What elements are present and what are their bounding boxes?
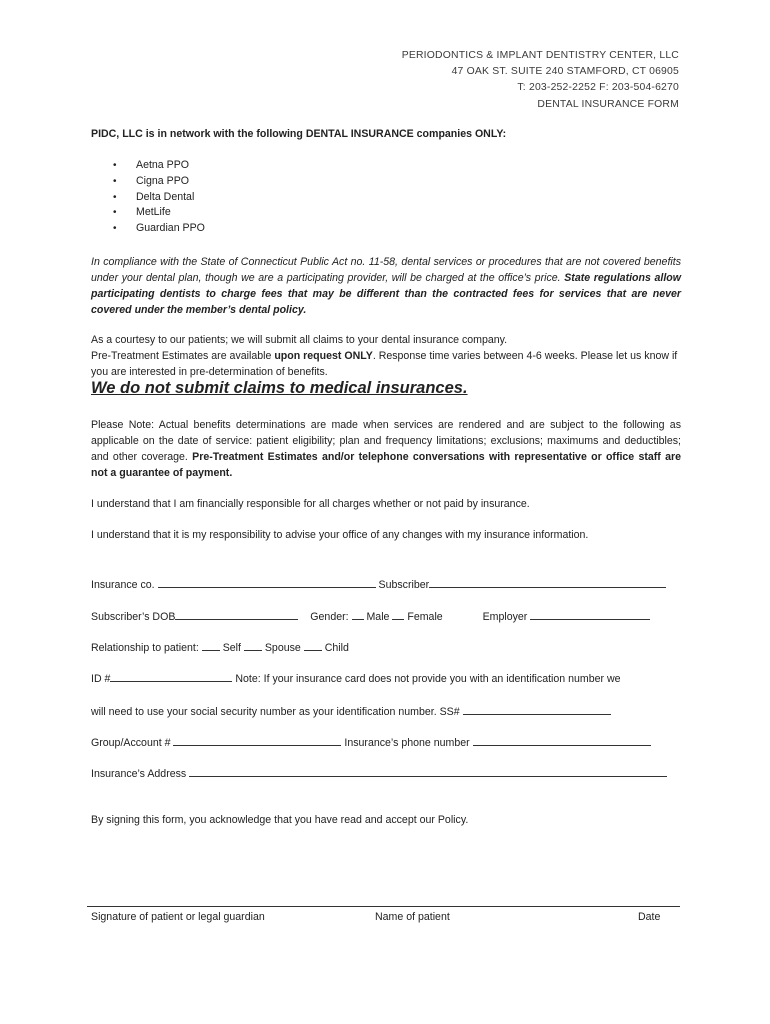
- subscriber-dob-field[interactable]: [175, 609, 298, 620]
- financial-responsibility-text: I understand that I am financially responsible for all charges whether or not paid by insurance.: [91, 498, 530, 510]
- employer-label: Employer: [482, 611, 528, 623]
- male-label: Male: [366, 611, 390, 623]
- group-phone-row: [91, 735, 681, 749]
- dob-gender-row: [91, 609, 681, 623]
- gender-label: Gender:: [310, 611, 349, 623]
- spouse-label: Spouse: [264, 642, 301, 654]
- ssn-row: [91, 704, 681, 718]
- insurance-company: MetLife: [136, 206, 171, 219]
- practice-name: PERIODONTICS & IMPLANT DENTISTRY CENTER, LLC: [401, 50, 679, 61]
- courtesy-line: As a courtesy to our patients; we will submit all claims to your dental insurance company.: [91, 334, 508, 346]
- signature-line[interactable]: [87, 906, 680, 907]
- compliance-italic-text: In compliance with the State of Connecticut Public Act no. 11-58, dental services or procedures that are not covered benefits under your dental plan, though we are a participating provider, will be charged at the office’s price.: [91, 256, 681, 285]
- bullet-icon: •: [113, 191, 117, 203]
- employer-field[interactable]: [530, 609, 650, 620]
- network-intro: PIDC, LLC is in network with the following DENTAL INSURANCE companies ONLY:: [91, 128, 507, 140]
- pre-treatment-text: Pre-Treatment Estimates are available: [91, 349, 275, 362]
- advise-changes-text: I understand that it is my responsibility to advise your office of any changes with my insurance information.: [91, 529, 589, 541]
- child-field[interactable]: [304, 640, 322, 651]
- practice-phone-fax: T: 203-252-2252 F: 203-504-6270: [517, 82, 679, 94]
- no-guarantee-text: Pre-Treatment Estimates and/or telephone conversations with representative or office staff are not a guarantee of payment.: [91, 451, 681, 479]
- compliance-bold-text: State regulations allow participating dentists to charge fees that may be different than the contracted fees for services that are never covered under the member’s dental policy.: [91, 272, 681, 317]
- female-field[interactable]: [392, 609, 404, 620]
- id-label: ID #: [91, 673, 111, 685]
- signature-label: Signature of patient or legal guardian: [91, 911, 265, 923]
- insurance-company: Delta Dental: [136, 190, 195, 203]
- benefits-note-paragraph: [91, 417, 681, 481]
- female-label: Female: [407, 611, 443, 623]
- pre-treatment-line: [91, 349, 681, 381]
- insurance-co-field[interactable]: [158, 577, 376, 588]
- compliance-paragraph: [91, 254, 681, 318]
- ssn-note: will need to use your social security number as your identification number. SS#: [91, 706, 460, 718]
- upon-request-text: upon request ONLY: [274, 349, 373, 362]
- bullet-icon: •: [113, 175, 117, 187]
- date-label: Date: [638, 911, 661, 923]
- benefits-note-text: Please Note: Actual benefits determinations are made when services are rendered and are subject to the following as applicable on the date of service: patient eligibility; plan and frequency limitations; exclusions; maximums and deductibles; and other coverage.: [91, 419, 681, 463]
- courtesy-paragraph: [91, 333, 681, 380]
- ssn-field[interactable]: [463, 704, 611, 715]
- address-row: [91, 766, 681, 780]
- subscriber-field[interactable]: [429, 577, 666, 588]
- insurance-co-label: Insurance co.: [91, 579, 155, 591]
- id-field[interactable]: [110, 671, 232, 682]
- insurance-address-label: Insurance’s Address: [91, 768, 187, 780]
- relationship-row: [91, 640, 681, 654]
- subscriber-dob-label: Subscriber’s DOB: [91, 611, 176, 623]
- insurance-phone-label: Insurance’s phone number: [344, 737, 470, 749]
- no-medical-claims-heading: We do not submit claims to medical insurances.: [91, 379, 468, 397]
- insurance-phone-field[interactable]: [473, 735, 651, 746]
- bullet-icon: •: [113, 207, 117, 219]
- child-label: Child: [324, 642, 349, 654]
- form-title: DENTAL INSURANCE FORM: [537, 98, 679, 110]
- list-item: [91, 174, 681, 190]
- policy-acknowledgement: By signing this form, you acknowledge that you have read and accept our Policy.: [91, 814, 469, 826]
- practice-header: [402, 48, 679, 113]
- insurance-co-row: [91, 577, 681, 591]
- group-account-field[interactable]: [173, 735, 341, 746]
- id-row: [91, 671, 681, 685]
- self-field[interactable]: [202, 640, 220, 651]
- insurance-address-field[interactable]: [189, 766, 667, 777]
- list-item: [91, 221, 681, 237]
- self-label: Self: [222, 642, 241, 654]
- male-field[interactable]: [352, 609, 364, 620]
- list-item: [91, 158, 681, 174]
- group-account-label: Group/Account #: [91, 737, 171, 749]
- insurance-company-list: [91, 158, 681, 237]
- list-item: [91, 205, 681, 221]
- id-note: Note: If your insurance card does not provide you with an identification number we: [235, 673, 621, 685]
- practice-address: 47 OAK ST. SUITE 240 STAMFORD, CT 06905: [451, 66, 679, 78]
- insurance-company: Cigna PPO: [136, 174, 189, 187]
- patient-name-label: Name of patient: [375, 911, 450, 923]
- subscriber-label: Subscriber: [378, 579, 430, 591]
- insurance-company: Guardian PPO: [136, 222, 205, 235]
- bullet-icon: •: [113, 160, 117, 171]
- relationship-label: Relationship to patient:: [91, 642, 199, 654]
- response-time-text: . Response time varies between 4-6 weeks. Please let us know if you are interested in pre-determination of benefits.: [91, 349, 678, 378]
- insurance-company: Aetna PPO: [136, 159, 189, 171]
- bullet-icon: •: [113, 223, 117, 235]
- list-item: [91, 190, 681, 206]
- spouse-field[interactable]: [244, 640, 262, 651]
